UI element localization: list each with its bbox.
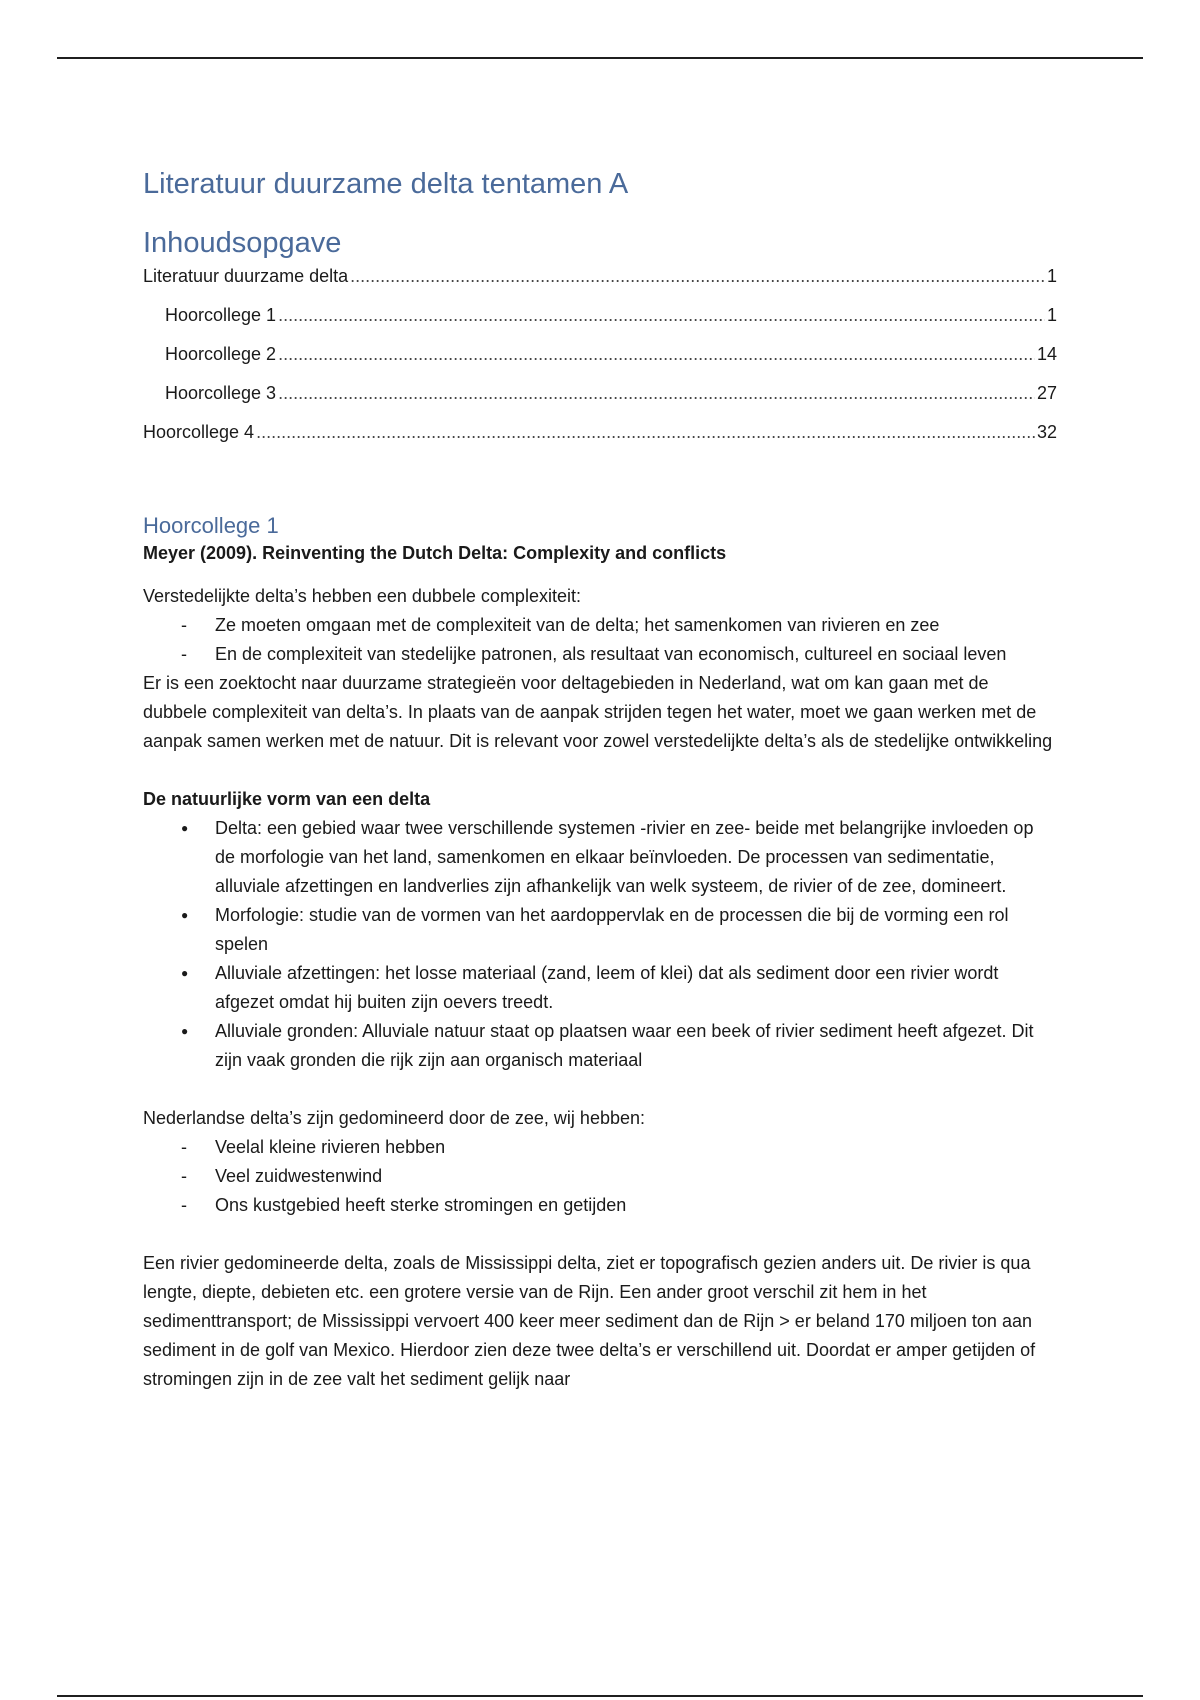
spacer [143, 756, 1057, 785]
section-heading: Hoorcollege 1 [143, 513, 279, 538]
list-item: - Ze moeten omgaan met de complexiteit van de delta; het samenkomen van rivieren en zee [143, 611, 1057, 640]
list-item: - En de complexiteit van stedelijke patronen, als resultaat van economisch, cultureel en sociaal leven [143, 640, 1057, 669]
toc-entry[interactable] [143, 266, 1057, 305]
toc-entry[interactable] [143, 422, 1057, 461]
toc-entry-page: 27 [1036, 383, 1057, 403]
top-rule [57, 57, 1143, 59]
toc-entry-page: 1 [1046, 305, 1057, 325]
toc-leader [278, 344, 1035, 365]
toc-entry-label: Hoorcollege 2 [165, 344, 277, 364]
paragraph: Er is een zoektocht naar duurzame strategieën voor deltagebieden in Nederland, wat om kan gaan met de dubbele complexiteit van delta’s. In plaats van de aanpak strijden tegen het water, moet we gaan werken met de aanpak samen werken met de natuur. Dit is relevant voor zowel verstedelijkte delta’s als de stedelijke ontwikkeling [143, 673, 1053, 751]
toc-entry[interactable] [143, 305, 1057, 344]
list-item: ● Delta: een gebied waar twee verschillende systemen -rivier en zee- beide met belangrijke invloeden op de morfologie van het land, samenkomen en elkaar beïnvloeden. De processen van sedimentatie, alluviale afzettingen en landverlies zijn afhankelijk van welk systeem, de rivier of de zee, domineert. [143, 814, 1057, 901]
subheading: De natuurlijke vorm van een delta [143, 789, 431, 809]
intro-line: Verstedelijkte delta’s hebben een dubbele complexiteit: [143, 586, 581, 606]
list-item: - Veel zuidwestenwind [143, 1162, 1057, 1191]
toc-leader [256, 422, 1035, 443]
spacer [143, 1075, 1057, 1104]
toc-entry-label: Literatuur duurzame delta [143, 266, 349, 286]
bottom-rule [57, 1695, 1143, 1697]
document-page [143, 168, 1057, 1394]
toc-entry[interactable] [143, 344, 1057, 383]
toc-heading: Inhoudsopgave [143, 227, 342, 259]
toc-leader [350, 266, 1045, 287]
list-item: ● Morfologie: studie van de vormen van het aardoppervlak en de processen die bij de vorming een rol spelen [143, 901, 1057, 959]
toc-leader [278, 305, 1045, 326]
spacer [143, 1220, 1057, 1249]
list-item: - Veelal kleine rivieren hebben [143, 1133, 1057, 1162]
list-item: ● Alluviale gronden: Alluviale natuur staat op plaatsen waar een beek of rivier sediment heeft afgezet. Dit zijn vaak gronden die rijk zijn aan organisch materiaal [143, 1017, 1057, 1075]
toc-entry-label: Hoorcollege 4 [143, 422, 255, 442]
nl-line: Nederlandse delta’s zijn gedomineerd door de zee, wij hebben: [143, 1108, 645, 1128]
toc-entry-page: 1 [1046, 266, 1057, 286]
list-item: - Ons kustgebied heeft sterke stromingen en getijden [143, 1191, 1057, 1220]
toc-entry[interactable] [143, 383, 1057, 422]
definition-list [143, 814, 1057, 1075]
paragraph: Een rivier gedomineerde delta, zoals de Mississippi delta, ziet er topografisch gezien anders uit. De rivier is qua lengte, diepte, debieten etc. een grotere versie van de Rijn. Een ander groot verschil zit hem in het sedimenttransport; de Mississippi vervoert 400 keer meer sediment dan de Rijn > er beland 170 miljoen ton aan sediment in de golf van Mexico. Hierdoor zien deze twee delta’s er verschillend uit. Doordat er amper getijden of stromingen zijn in de zee valt het sediment gelijk naar [143, 1253, 1036, 1389]
nl-list [143, 1133, 1057, 1220]
toc-leader [278, 383, 1035, 404]
list-item: ● Alluviale afzettingen: het losse materiaal (zand, leem of klei) dat als sediment door een rivier wordt afgezet omdat hij buiten zijn oevers treedt. [143, 959, 1057, 1017]
toc-entry-page: 14 [1036, 344, 1057, 364]
document-title: Literatuur duurzame delta tentamen A [143, 168, 629, 200]
article-title: Meyer (2009). Reinventing the Dutch Delta: Complexity and conflicts [143, 543, 727, 563]
intro-list [143, 611, 1057, 669]
toc-entry-label: Hoorcollege 3 [165, 383, 277, 403]
toc-entry-label: Hoorcollege 1 [165, 305, 277, 325]
table-of-contents [143, 266, 1057, 461]
toc-entry-page: 32 [1036, 422, 1057, 442]
